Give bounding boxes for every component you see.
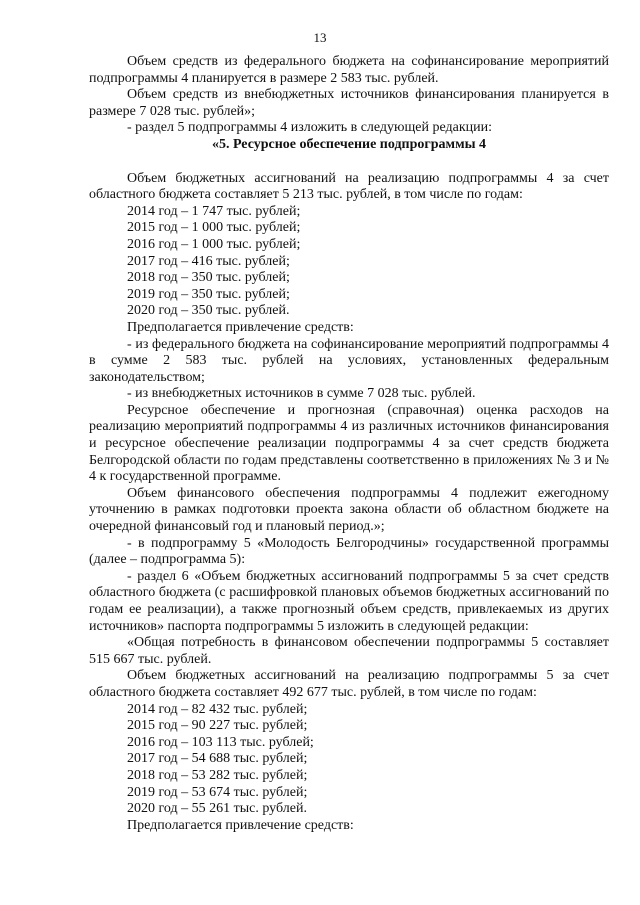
s5-total-need: «Общая потребность в финансовом обеспечении подпрограммы 5 составляет 515 667 тыс. рублей. — [89, 635, 609, 667]
s5-attraction: Предполагается привлечение средств: — [127, 817, 354, 833]
s4-year-2020: 2020 год – 350 тыс. рублей. — [127, 303, 290, 319]
document-body — [89, 54, 609, 834]
s5-into: - в подпрограмму 5 «Молодость Белгородчины» государственной программы (далее – подпрограмма 5): — [89, 535, 609, 568]
s4-resource-paragraph: Ресурсное обеспечение и прогнозная (справочная) оценка расходов на реализацию мероприятий подпрограммы 4 из различных источников финансирования и ресурсное обеспечение реализации подпрограммы 4 за счет средств бюджета Белгородской области по годам представлены соответственно в приложениях № 3 и № 4 к государственной программе. — [89, 402, 609, 485]
s5-year-2018: 2018 год – 53 282 тыс. рублей; — [127, 767, 308, 783]
s5-budget-intro: Объем бюджетных ассигнований на реализацию подпрограммы 5 за счет областного бюджета составляет 492 677 тыс. рублей, в том числе по годам: — [89, 668, 609, 700]
s5-year-2015: 2015 год – 90 227 тыс. рублей; — [127, 718, 308, 734]
s4-federal: - из федерального бюджета на софинансирование мероприятий подпрограммы 4 в сумме 2 583 тыс. рублей на условиях, установленных федеральным законодательством; — [89, 336, 609, 385]
s4-year-2019: 2019 год – 350 тыс. рублей; — [127, 286, 290, 302]
s4-attraction: Предполагается привлечение средств: — [127, 319, 354, 335]
paragraph-federal-funds: Объем средств из федерального бюджета на софинансирование мероприятий подпрограммы 4 планируется в размере 2 583 тыс. рублей. — [89, 54, 609, 86]
s4-year-2018: 2018 год – 350 тыс. рублей; — [127, 270, 290, 286]
paragraph-section5-instruction: - раздел 5 подпрограммы 4 изложить в следующей редакции: — [127, 120, 493, 136]
s4-year-2015: 2015 год – 1 000 тыс. рублей; — [127, 220, 301, 236]
s5-year-2020: 2020 год – 55 261 тыс. рублей. — [127, 801, 307, 817]
s5-year-2017: 2017 год – 54 688 тыс. рублей; — [127, 751, 308, 767]
s5-section6: - раздел 6 «Объем бюджетных ассигнований подпрограммы 5 за счет средств областного бюджета (с расшифровкой плановых объемов бюджетных ассигнований по годам ее реализации), а также прогнозный объем средств, привлекаемых из других источников» паспорта подпрограммы 5 изложить в следующей редакции: — [89, 568, 609, 634]
s4-year-2016: 2016 год – 1 000 тыс. рублей; — [127, 236, 301, 252]
s5-year-2014: 2014 год – 82 432 тыс. рублей; — [127, 701, 308, 717]
s4-year-2017: 2017 год – 416 тыс. рублей; — [127, 253, 290, 269]
s5-year-2016: 2016 год – 103 113 тыс. рублей; — [127, 734, 314, 750]
paragraph-extrabudget-funds: Объем средств из внебюджетных источников финансирования планируется в размере 7 028 тыс. рублей»; — [89, 87, 609, 119]
s4-extra-budget: - из внебюджетных источников в сумме 7 028 тыс. рублей. — [127, 386, 476, 402]
page-number: 13 — [313, 30, 327, 45]
s4-clarify-paragraph: Объем финансового обеспечения подпрограммы 4 подлежит ежегодному уточнению в рамках подготовки проекта закона области об областном бюджете на очередной финансовый год и плановый период.»; — [89, 485, 609, 535]
s5-year-2019: 2019 год – 53 674 тыс. рублей; — [127, 784, 308, 800]
section-heading: «5. Ресурсное обеспечение подпрограммы 4 — [211, 136, 487, 152]
s4-year-2014: 2014 год – 1 747 тыс. рублей; — [127, 203, 301, 219]
s4-budget-intro: Объем бюджетных ассигнований на реализацию подпрограммы 4 за счет областного бюджета составляет 5 213 тыс. рублей, в том числе по годам: — [89, 170, 609, 203]
